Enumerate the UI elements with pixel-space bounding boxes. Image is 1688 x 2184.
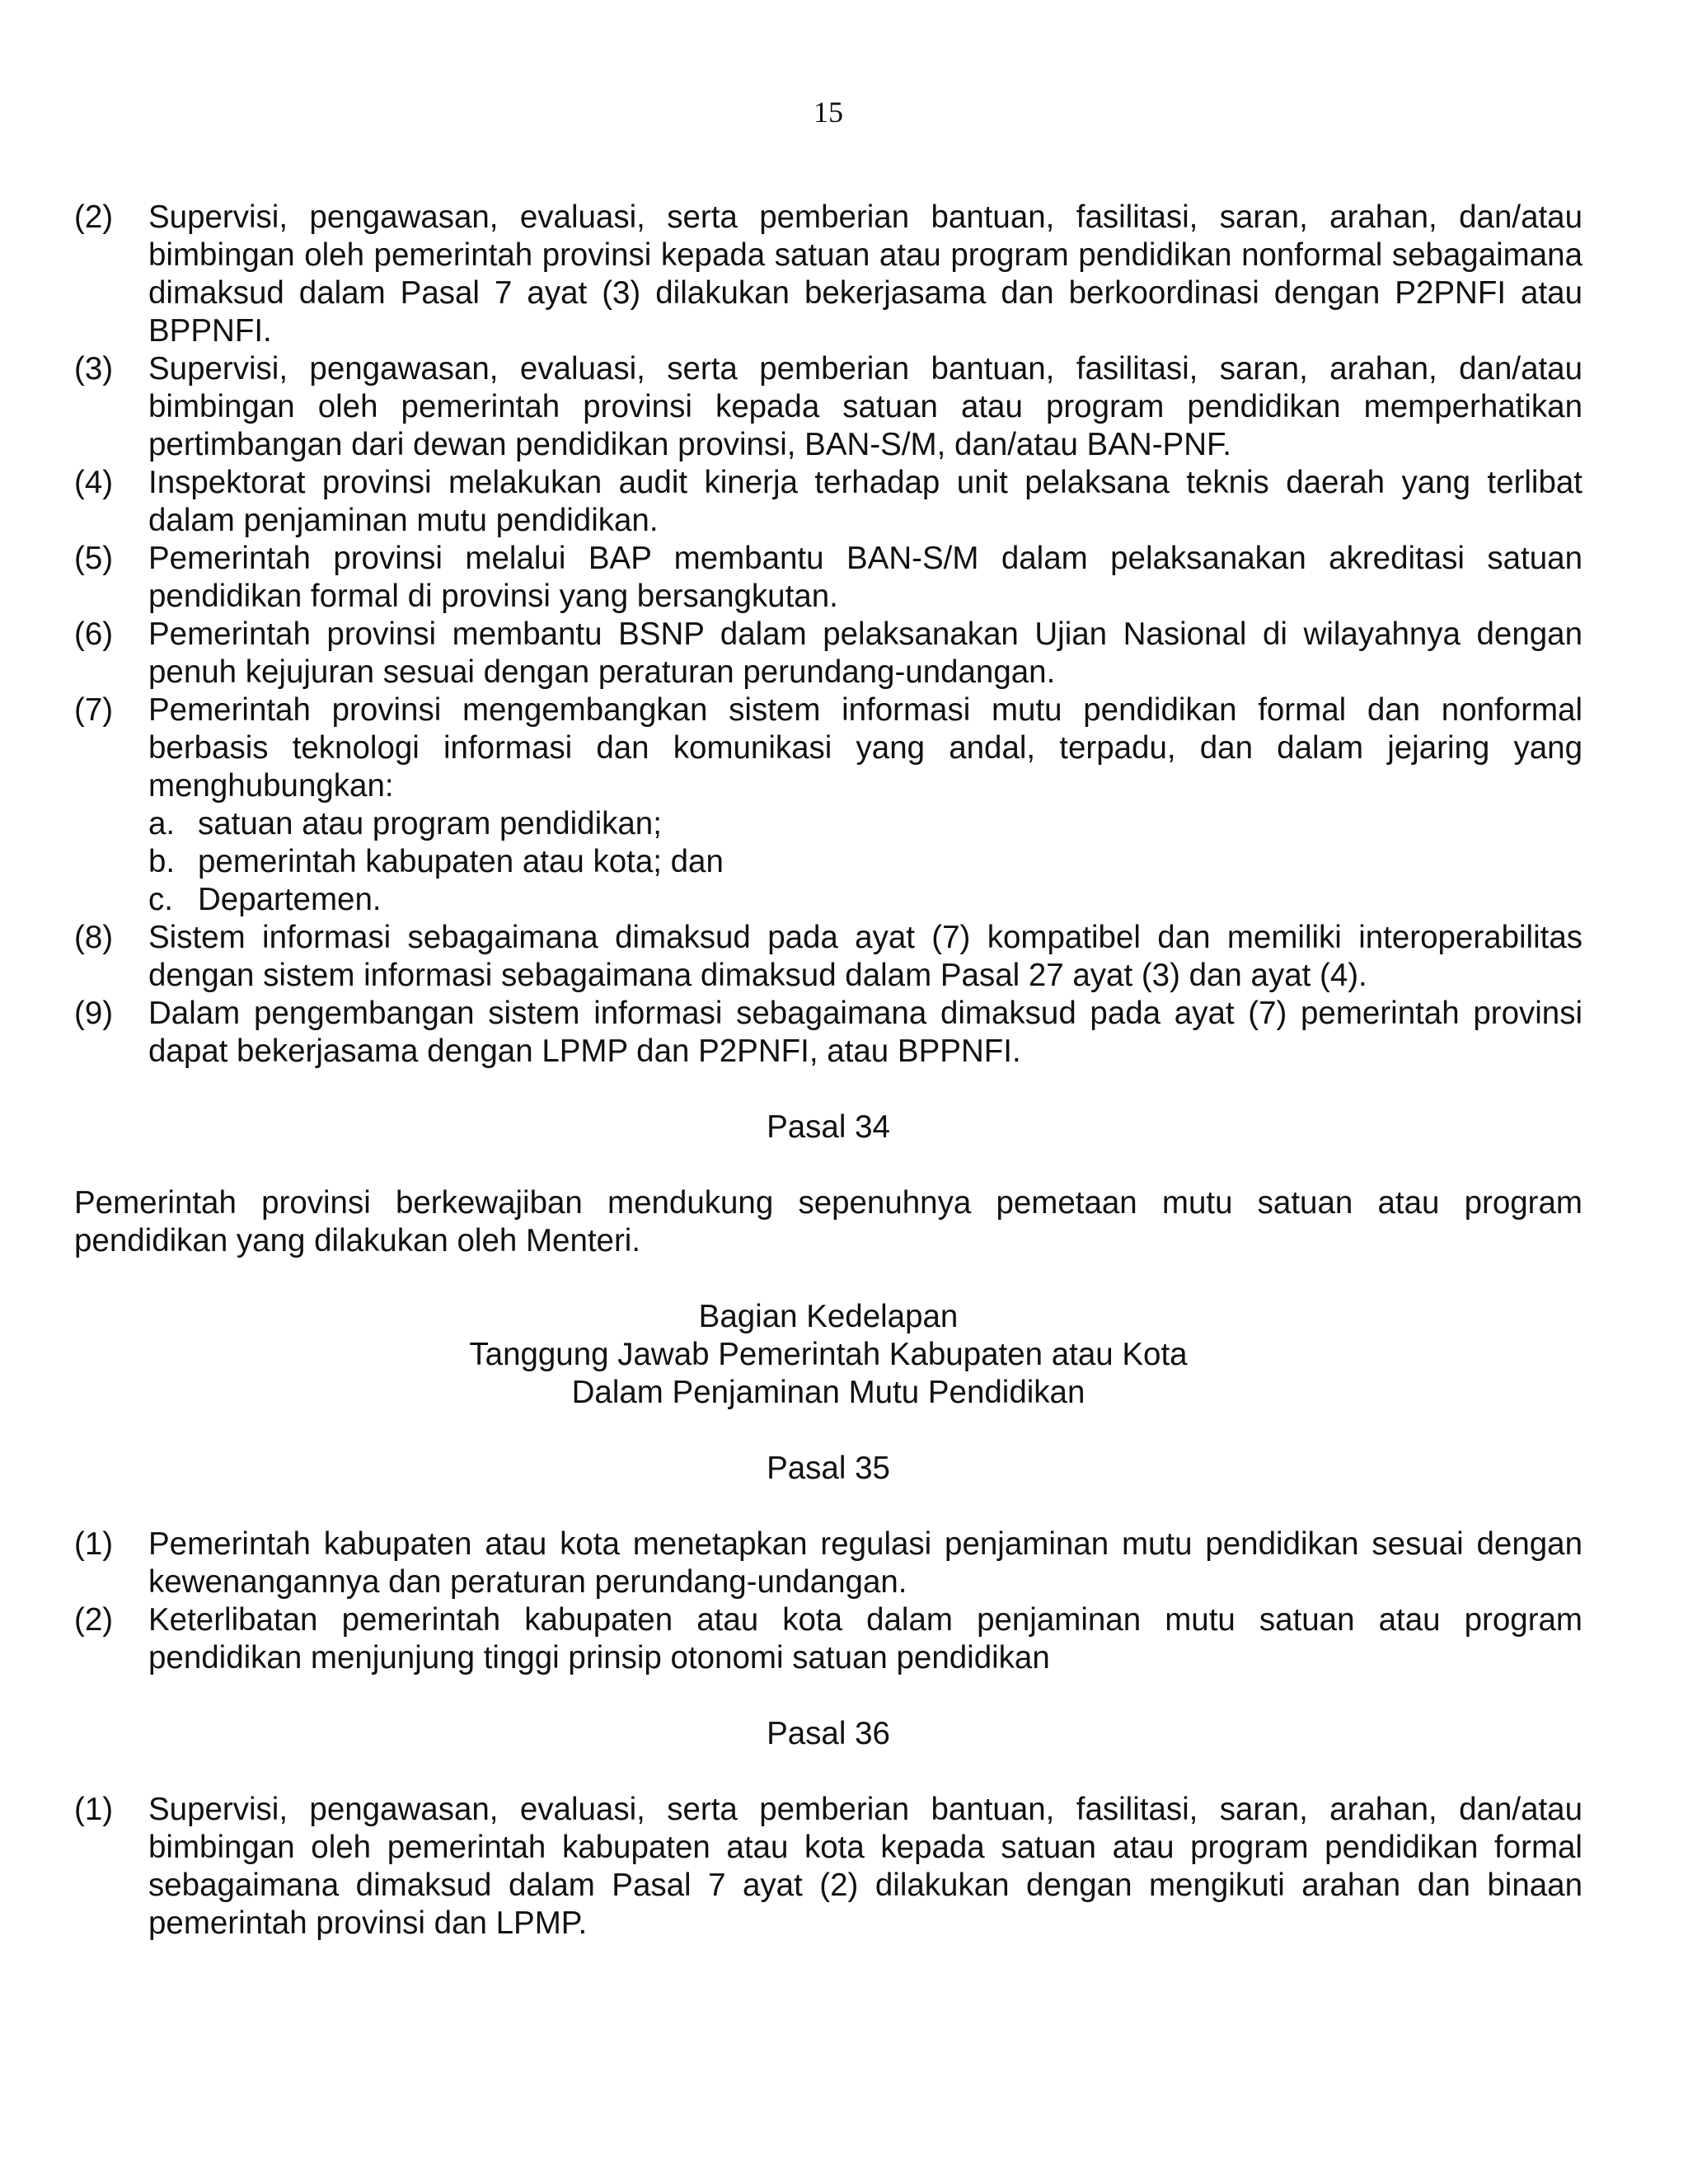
item-text: Pemerintah provinsi membantu BSNP dalam pelaksanakan Ujian Nasional di wilayahnya dengan penuh kejujuran sesuai dengan peraturan perundang-undangan. bbox=[148, 616, 1582, 690]
sub-item bbox=[148, 843, 1582, 881]
section-subheading: Tanggung Jawab Pemerintah Kabupaten atau Kota bbox=[469, 1337, 1188, 1372]
list-item bbox=[74, 199, 1582, 350]
item-text: Supervisi, pengawasan, evaluasi, serta pemberian bantuan, fasilitasi, saran, arahan, dan/atau bimbingan oleh pemerintah provinsi kepada satuan atau program pendidikan nonformal sebagaimana dimaksud dalam Pasal 7 ayat (3) dilakukan bekerjasama dan berkoordinasi dengan P2PNFI atau BPPNFI. bbox=[148, 199, 1582, 349]
list-item bbox=[74, 540, 1582, 616]
item-number: (1) bbox=[74, 1792, 114, 1827]
item-text: Sistem informasi sebagaimana dimaksud pada ayat (7) kompatibel dan memiliki interoperabilitas dengan sistem informasi sebagaimana dimaksud dalam Pasal 27 ayat (3) dan ayat (4). bbox=[148, 920, 1582, 993]
sub-list bbox=[148, 805, 1582, 919]
item-text: Dalam pengembangan sistem informasi sebagaimana dimaksud pada ayat (7) pemerintah provinsi dapat bekerjasama dengan LPMP dan P2PNFI, atau BPPNFI. bbox=[148, 996, 1582, 1069]
sub-text: pemerintah kabupaten atau kota; dan bbox=[198, 844, 724, 879]
item-number: (8) bbox=[74, 920, 114, 955]
list-item bbox=[74, 616, 1582, 691]
item-text: Pemerintah provinsi melalui BAP membantu BAN-S/M dalam pelaksanakan akreditasi satuan pendidikan formal di provinsi yang bersangkutan. bbox=[148, 541, 1582, 614]
item-number: (2) bbox=[74, 199, 114, 235]
item-number: (9) bbox=[74, 996, 114, 1031]
item-number: (6) bbox=[74, 616, 114, 652]
sub-letter: b. bbox=[148, 844, 176, 879]
item-text: Inspektorat provinsi melakukan audit kinerja terhadap unit pelaksana teknis daerah yang terlibat dalam penjaminan mutu pendidikan. bbox=[148, 465, 1582, 538]
item-number: (2) bbox=[74, 1602, 114, 1638]
item-number: (7) bbox=[74, 692, 114, 728]
page-number: 15 bbox=[814, 96, 843, 129]
list-item bbox=[74, 464, 1582, 540]
item-text: Keterlibatan pemerintah kabupaten atau kota dalam penjaminan mutu satuan atau program pendidikan menjunjung tinggi prinsip otonomi satuan pendidikan bbox=[148, 1602, 1582, 1675]
sub-text: Departemen. bbox=[198, 882, 382, 917]
item-number: (5) bbox=[74, 541, 114, 576]
item-number: (3) bbox=[74, 351, 114, 387]
item-text: Pemerintah provinsi mengembangkan sistem informasi mutu pendidikan formal dan nonformal berbasis teknologi informasi dan komunikasi yang andal, terpadu, dan dalam jejaring yang menghubungkan: bbox=[148, 692, 1582, 804]
article-heading: Pasal 35 bbox=[767, 1451, 890, 1486]
item-content bbox=[148, 691, 1582, 919]
sub-item bbox=[148, 881, 1582, 919]
sub-letter: c. bbox=[148, 882, 173, 917]
article-paragraph: Pemerintah provinsi berkewajiban mendukung sepenuhnya pemetaan mutu satuan atau program pendidikan yang dilakukan oleh Menteri. bbox=[74, 1185, 1582, 1258]
sub-text: satuan atau program pendidikan; bbox=[198, 806, 662, 841]
list-item bbox=[74, 1791, 1582, 1943]
item-text: Supervisi, pengawasan, evaluasi, serta pemberian bantuan, fasilitasi, saran, arahan, dan/atau bimbingan oleh pemerintah provinsi kepada satuan atau program pendidikan memperhatikan pertimbangan dari dewan pendidikan provinsi, BAN-S/M, dan/atau BAN-PNF. bbox=[148, 351, 1582, 462]
list-item bbox=[74, 1526, 1582, 1601]
list-item bbox=[74, 995, 1582, 1071]
list-item bbox=[74, 350, 1582, 464]
item-number: (1) bbox=[74, 1526, 114, 1562]
list-item bbox=[74, 691, 1582, 919]
list-item bbox=[74, 919, 1582, 995]
section-subheading: Dalam Penjaminan Mutu Pendidikan bbox=[571, 1375, 1085, 1410]
sub-item bbox=[148, 805, 1582, 843]
article-heading: Pasal 36 bbox=[767, 1716, 890, 1751]
item-number: (4) bbox=[74, 465, 114, 500]
item-text: Supervisi, pengawasan, evaluasi, serta pemberian bantuan, fasilitasi, saran, arahan, dan/atau bimbingan oleh pemerintah kabupaten atau kota kepada satuan atau program pendidikan formal sebagaimana dimaksud dalam Pasal 7 ayat (2) dilakukan dengan mengikuti arahan dan binaan pemerintah provinsi dan LPMP. bbox=[148, 1792, 1582, 1941]
document-body bbox=[74, 199, 1582, 1943]
article-heading: Pasal 34 bbox=[767, 1109, 890, 1145]
sub-letter: a. bbox=[148, 806, 176, 841]
list-item bbox=[74, 1601, 1582, 1677]
section-heading: Bagian Kedelapan bbox=[698, 1299, 959, 1334]
item-text: Pemerintah kabupaten atau kota menetapkan regulasi penjaminan mutu pendidikan sesuai dengan kewenangannya dan peraturan perundang-undangan. bbox=[148, 1526, 1582, 1600]
